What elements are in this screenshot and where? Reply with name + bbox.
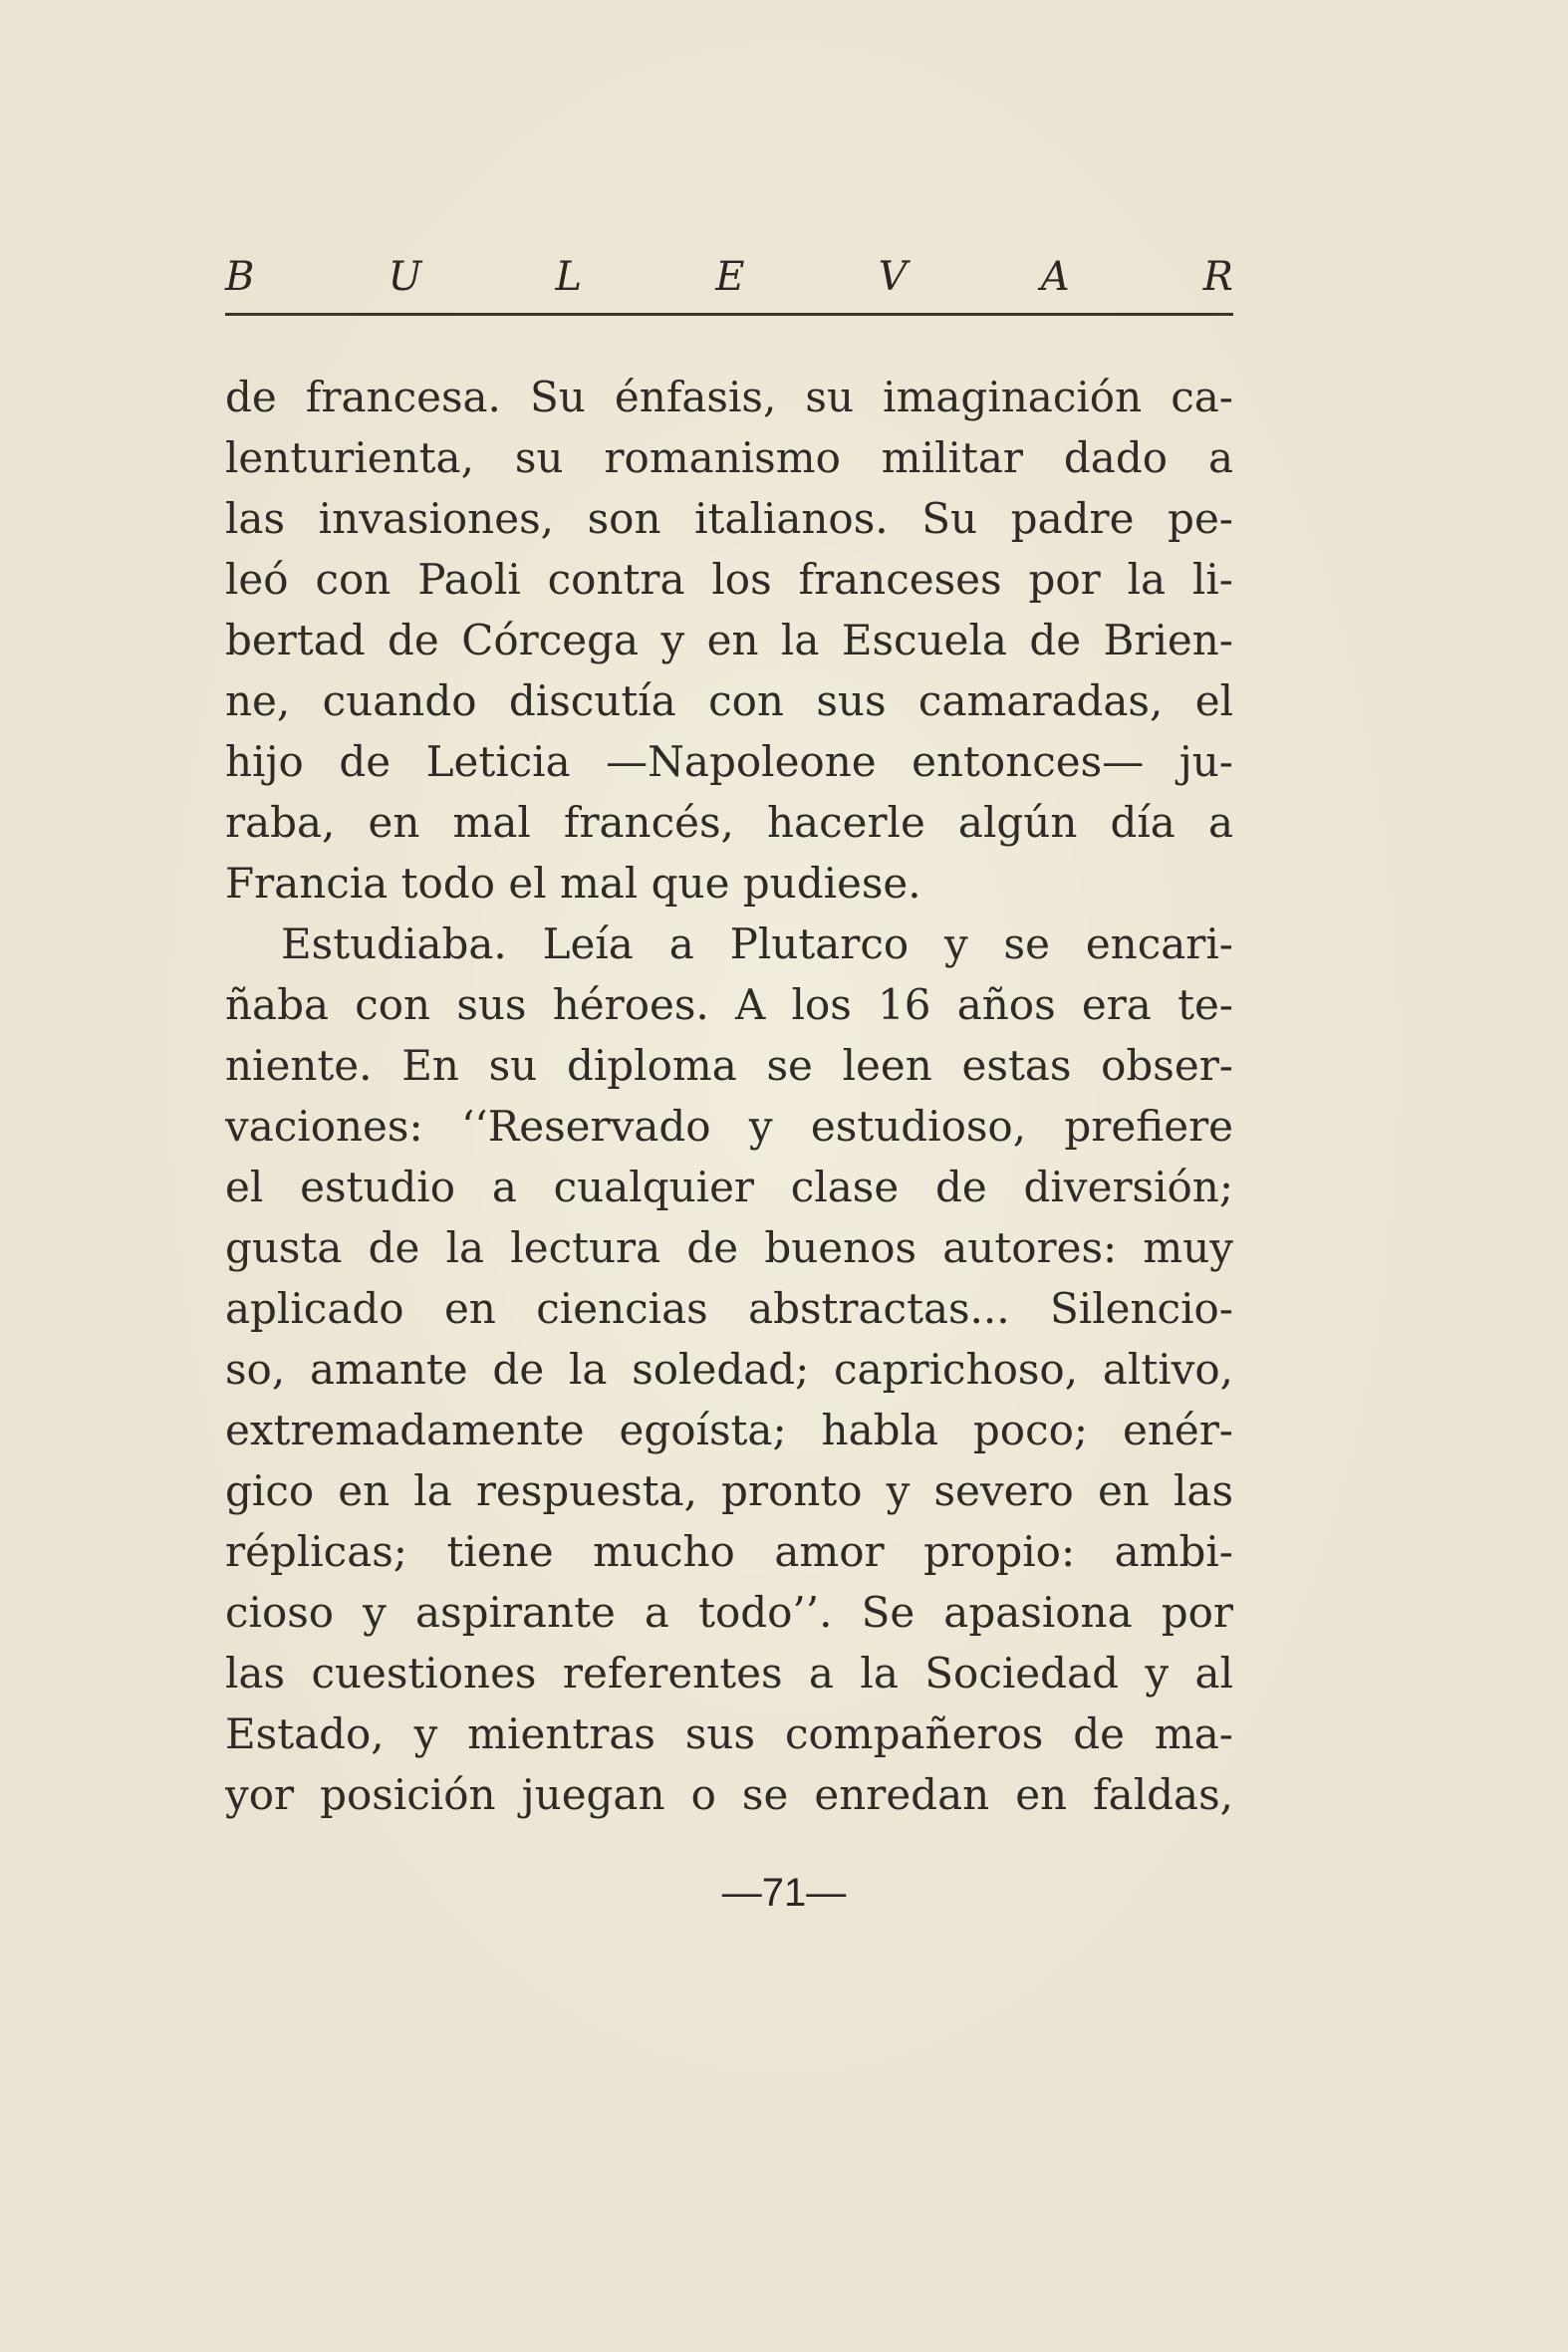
text-line: yor posición juegan o se enredan en faldas, bbox=[225, 1770, 1233, 1819]
text-line: Francia todo el mal que pudiese. bbox=[225, 859, 921, 908]
running-head-letter: E bbox=[715, 254, 745, 300]
text-line: leó con Paoli contra los franceses por la li- bbox=[225, 555, 1233, 604]
running-head-letter: V bbox=[878, 254, 908, 300]
text-line: niente. En su diploma se leen estas obser- bbox=[225, 1041, 1233, 1090]
text-line: las cuestiones referentes a la Sociedad y al bbox=[225, 1649, 1233, 1698]
text-line: de francesa. Su énfasis, su imaginación ca- bbox=[225, 373, 1233, 421]
running-head-letter: R bbox=[1202, 254, 1233, 300]
text-line: hijo de Leticia —Napoleone entonces— ju- bbox=[225, 737, 1233, 786]
text-line: so, amante de la soledad; caprichoso, altivo, bbox=[225, 1345, 1233, 1394]
running-head-letter: L bbox=[555, 254, 583, 300]
text-line: aplicado en ciencias abstractas... Silencio- bbox=[225, 1284, 1233, 1333]
text-line: gusta de la lectura de buenos autores: muy bbox=[225, 1223, 1233, 1272]
text-line: bertad de Córcega y en la Escuela de Brien- bbox=[225, 616, 1233, 664]
text-line: vaciones: ‘‘Reservado y estudioso, prefiere bbox=[225, 1102, 1233, 1151]
text-line: lenturienta, su romanismo militar dado a bbox=[225, 433, 1233, 482]
text-line: el estudio a cualquier clase de diversión; bbox=[225, 1163, 1233, 1211]
page-number: —71— bbox=[721, 1871, 847, 1915]
running-head-letter: B bbox=[225, 254, 255, 300]
running-head bbox=[225, 247, 1233, 307]
text-line: las invasiones, son italianos. Su padre pe- bbox=[225, 494, 1233, 543]
header-rule bbox=[225, 313, 1233, 316]
text-line: ñaba con sus héroes. A los 16 años era te- bbox=[225, 980, 1233, 1029]
text-line: raba, en mal francés, hacerle algún día a bbox=[225, 798, 1233, 847]
text-line: extremadamente egoísta; habla poco; enér- bbox=[225, 1406, 1233, 1454]
text-line: cioso y aspirante a todo’’. Se apasiona por bbox=[225, 1588, 1233, 1637]
body-text bbox=[225, 367, 1233, 1825]
text-line: Estudiaba. Leía a Plutarco y se encari- bbox=[281, 919, 1233, 968]
text-line: Estado, y mientras sus compañeros de ma- bbox=[225, 1709, 1233, 1758]
running-head-letter: U bbox=[388, 254, 422, 300]
text-line: réplicas; tiene mucho amor propio: ambi- bbox=[225, 1527, 1233, 1576]
running-head-letter: A bbox=[1040, 254, 1070, 300]
text-line: gico en la respuesta, pronto y severo en las bbox=[225, 1466, 1233, 1515]
text-line: ne, cuando discutía con sus camaradas, el bbox=[225, 676, 1233, 725]
